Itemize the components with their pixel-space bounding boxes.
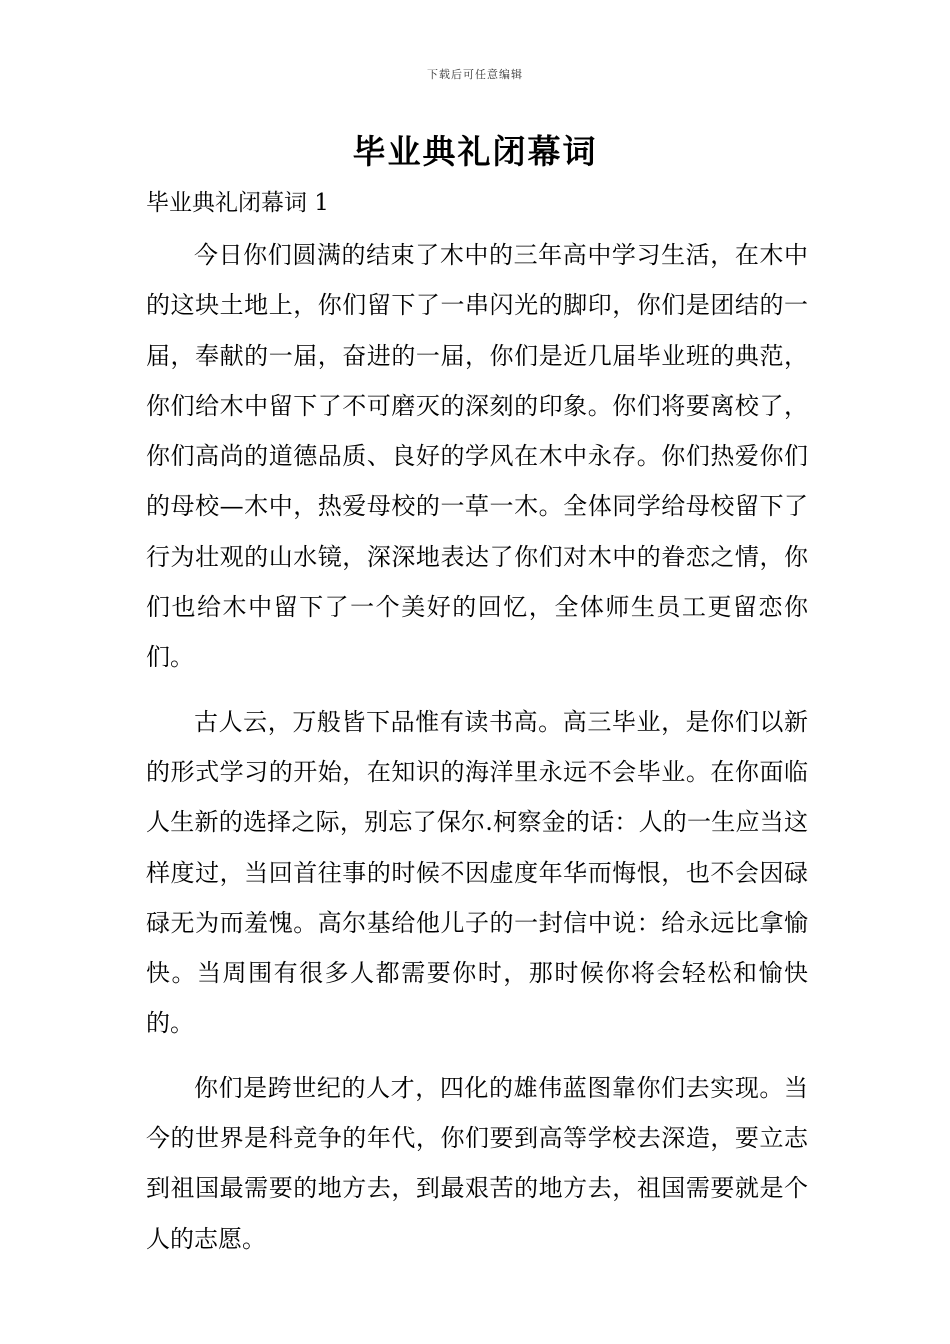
document-title: 毕业典礼闭幕词 xyxy=(352,132,598,171)
document-body xyxy=(146,230,808,1264)
paragraph: 你们是跨世纪的人才，四化的雄伟蓝图靠你们去实现。当今的世界是科竞争的年代，你们要到高等学校去深造，要立志到祖国最需要的地方去，到最艰苦的地方去，祖国需要就是个人的志愿。 xyxy=(146,1073,808,1253)
section-heading: 毕业典礼闭幕词 1 xyxy=(146,190,329,216)
paragraph: 古人云，万般皆下品惟有读书高。高三毕业，是你们以新的形式学习的开始，在知识的海洋里永远不会毕业。在你面临人生新的选择之际，别忘了保尔.柯察金的话：人的一生应当这样度过，当回首往事的时候不因虚度年华而悔恨，也不会因碌碌无为而羞愧。高尔基给他儿子的一封信中说：给永远比拿愉快。当周围有很多人都需要你时，那时候你将会轻松和愉快的。 xyxy=(146,707,808,1038)
paragraph: 今日你们圆满的结束了木中的三年高中学习生活，在木中的这块土地上，你们留下了一串闪光的脚印，你们是团结的一届，奉献的一届，奋进的一届，你们是近几届毕业班的典范，你们给木中留下了不可磨灭的深刻的印象。你们将要离校了，你们高尚的道德品质、良好的学风在木中永存。你们热爱你们的母校—木中，热爱母校的一草一木。全体同学给母校留下了行为壮观的山水镜，深深地表达了你们对木中的眷恋之情，你们也给木中留下了一个美好的回忆，全体师生员工更留恋你们。 xyxy=(146,241,808,672)
header-note: 下载后可任意编辑 xyxy=(427,68,523,81)
